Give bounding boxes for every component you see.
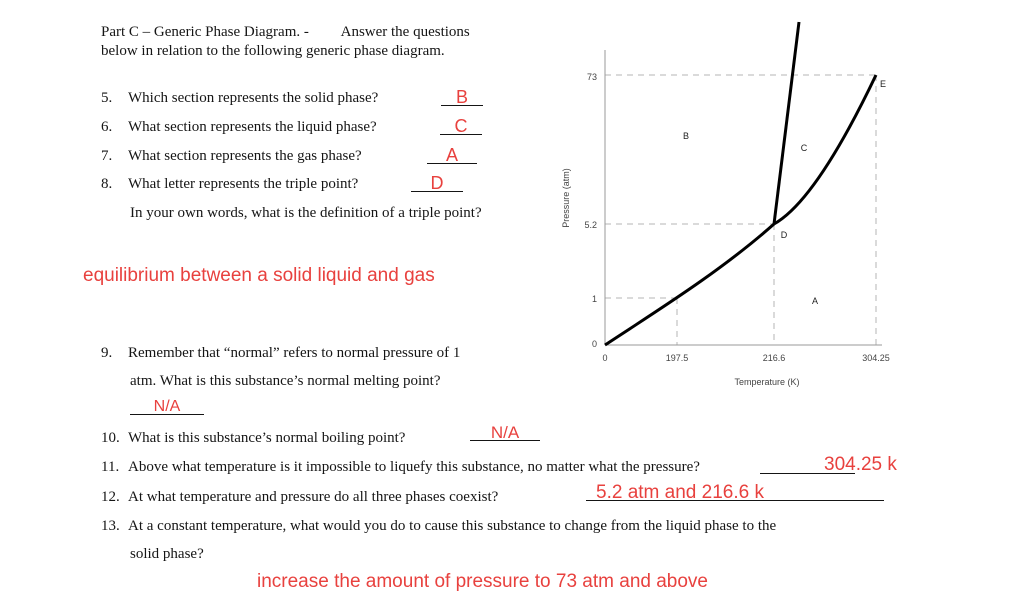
y-tick-5-2: 5.2 <box>584 220 597 230</box>
y-tick-0: 0 <box>591 339 597 349</box>
answer-5-field[interactable] <box>441 87 483 107</box>
question-6: 6. What section represents the liquid phase? <box>101 119 377 135</box>
question-10: 10. What is this substance’s normal boiling point? <box>101 430 406 446</box>
x-tick-0: 0 <box>602 353 608 363</box>
answer-6-field[interactable] <box>440 116 482 136</box>
question-9-line1: 9. Remember that “normal” refers to normal pressure of 1 <box>101 345 461 361</box>
answer-8: D <box>430 173 444 193</box>
melting-curve <box>774 22 799 224</box>
question-5: 5. Which section represents the solid phase? <box>101 90 379 106</box>
instruction-rest: below in relation to the following generic phase diagram. <box>101 43 445 59</box>
answer-6: C <box>454 116 468 136</box>
triple-point-prompt: In your own words, what is the definition of a triple point? <box>130 205 482 221</box>
answer-5: B <box>455 87 468 107</box>
triple-point-answer[interactable]: equilibrium between a solid liquid and gas <box>83 265 435 286</box>
y-tick-1: 1 <box>591 294 597 304</box>
sublimation-curve <box>605 224 774 345</box>
region-label-b: B <box>682 131 690 141</box>
answer-10: N/A <box>490 423 520 442</box>
instruction-lead: Answer the questions <box>340 24 470 40</box>
answer-12: 5.2 atm and 216.6 k <box>596 482 764 503</box>
x-tick-216-6: 216.6 <box>762 353 786 363</box>
y-axis-label: Pressure (atm) <box>561 168 571 228</box>
point-label-d: D <box>780 230 788 240</box>
answer-9-field[interactable] <box>130 398 204 415</box>
question-9-line2: atm. What is this substance’s normal melting point? <box>130 373 441 389</box>
question-7: 7. What section represents the gas phase? <box>101 148 362 164</box>
worksheet-title <box>101 24 470 41</box>
part-title: Part C – Generic Phase Diagram. - <box>101 24 309 40</box>
region-label-c: C <box>800 143 808 153</box>
x-tick-197-5: 197.5 <box>665 353 689 363</box>
question-13-line1: 13. At a constant temperature, what would you do to cause this substance to change from the liquid phase to the <box>101 518 777 534</box>
answer-10-field[interactable] <box>470 425 540 441</box>
phase-diagram <box>540 15 910 400</box>
region-label-a: A <box>811 296 819 306</box>
answer-13[interactable]: increase the amount of pressure to 73 atm and above <box>257 571 708 592</box>
point-label-e: E <box>879 79 887 89</box>
x-axis-label: Temperature (K) <box>734 377 800 387</box>
question-12: 12. At what temperature and pressure do all three phases coexist? <box>101 489 499 505</box>
answer-7-field[interactable] <box>427 145 477 165</box>
answer-8-field[interactable] <box>411 173 463 193</box>
answer-7: A <box>445 145 458 165</box>
question-8: 8. What letter represents the triple point? <box>101 176 359 192</box>
answer-12-field[interactable] <box>586 482 884 503</box>
x-tick-304-25: 304.25 <box>862 353 890 363</box>
answer-11[interactable]: 304.25 k <box>824 454 897 475</box>
y-tick-73: 73 <box>586 72 597 82</box>
answer-9: N/A <box>153 398 181 415</box>
question-11: 11. Above what temperature is it impossible to liquefy this substance, no matter what the pressure? <box>101 459 700 475</box>
question-13-line2: solid phase? <box>130 546 204 562</box>
